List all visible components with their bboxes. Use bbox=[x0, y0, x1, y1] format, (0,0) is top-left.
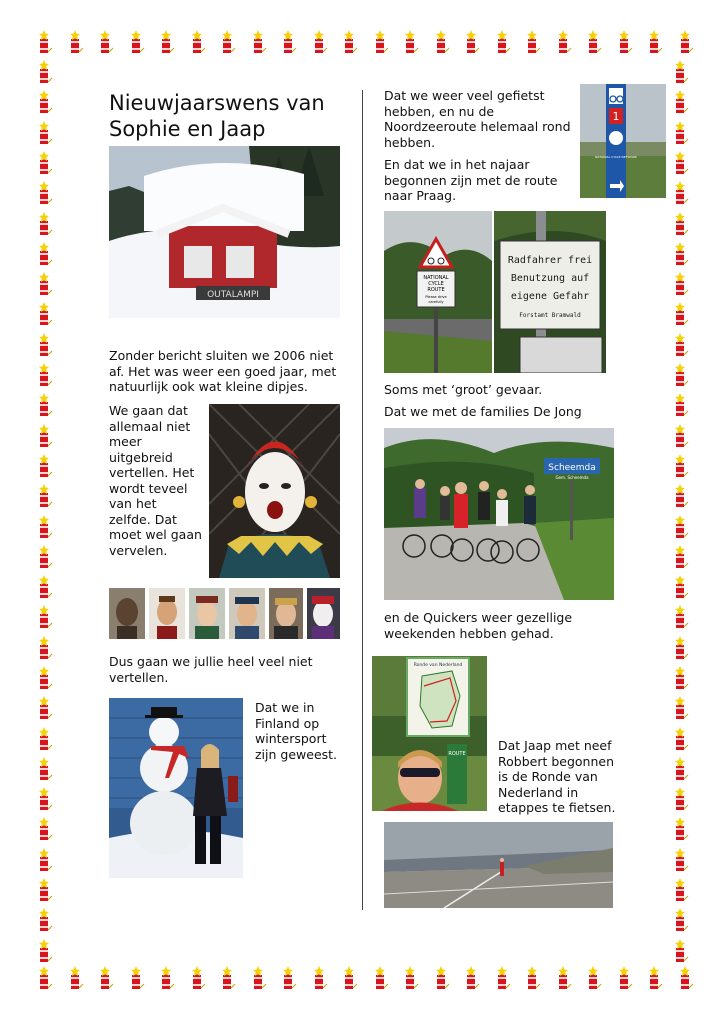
firework-icon bbox=[39, 181, 52, 204]
firework-icon bbox=[675, 908, 688, 931]
firework-icon bbox=[344, 966, 357, 989]
text-line: weekenden hebben gehad. bbox=[384, 625, 554, 641]
text-line: zelfde. Dat bbox=[109, 511, 177, 527]
firework-icon bbox=[70, 966, 83, 989]
firework-icon bbox=[675, 363, 688, 386]
firework-icon bbox=[675, 151, 688, 174]
firework-icon bbox=[314, 966, 327, 989]
firework-icon bbox=[436, 966, 449, 989]
photo-jaap-robbert-map bbox=[372, 656, 487, 811]
firework-icon bbox=[253, 30, 266, 53]
text-line: We gaan dat bbox=[109, 403, 188, 418]
firework-icon bbox=[39, 666, 52, 689]
sign-text: eigene Gefahr bbox=[510, 291, 590, 302]
firework-icon bbox=[375, 966, 388, 989]
text-line: moet wel gaan bbox=[109, 527, 202, 542]
firework-icon bbox=[39, 121, 52, 144]
firework-icon bbox=[39, 454, 52, 477]
firework-icon bbox=[39, 939, 52, 962]
sign-text: Please drive bbox=[425, 295, 447, 299]
firework-icon bbox=[100, 30, 113, 53]
firework-icon bbox=[39, 545, 52, 568]
firework-icon bbox=[39, 966, 52, 989]
firework-icon bbox=[466, 30, 479, 53]
firework-icon bbox=[39, 424, 52, 447]
text-line: Noordzeeroute helemaal rond bbox=[384, 119, 571, 134]
text-line: Robbert begonnen bbox=[498, 753, 615, 769]
text-line: is de Ronde van bbox=[498, 769, 598, 784]
firework-icon bbox=[192, 966, 205, 989]
firework-icon bbox=[375, 30, 388, 53]
firework-icon bbox=[405, 30, 418, 53]
firework-icon bbox=[39, 60, 52, 83]
map-sign-title: Ronde van Nederland bbox=[413, 663, 463, 668]
text-line: Dat we in bbox=[255, 700, 315, 715]
firework-icon bbox=[39, 757, 52, 780]
photo-german-sign bbox=[494, 211, 606, 373]
left-paragraph-4 bbox=[255, 700, 337, 762]
firework-icon bbox=[39, 272, 52, 295]
right-paragraph-5 bbox=[384, 610, 572, 641]
firework-icon bbox=[39, 515, 52, 538]
firework-icon bbox=[39, 151, 52, 174]
firework-icon bbox=[588, 30, 601, 53]
firework-icon bbox=[588, 966, 601, 989]
text-line: uitgebreid bbox=[109, 449, 173, 465]
left-paragraph-3 bbox=[109, 654, 313, 685]
text-line: natuurlijk ook wat kleine dipjes. bbox=[109, 379, 308, 394]
firework-icon bbox=[283, 30, 296, 53]
firework-icon bbox=[675, 212, 688, 235]
firework-icon bbox=[619, 30, 632, 53]
firework-icon bbox=[675, 302, 688, 325]
firework-icon bbox=[39, 787, 52, 810]
text-line: af. Het was weer een goed jaar, met bbox=[109, 363, 337, 379]
sign-text: ROUTE bbox=[427, 287, 445, 293]
firework-icon bbox=[39, 90, 52, 113]
photo-uk-cycle-sign bbox=[384, 211, 492, 373]
text-line: wintersport bbox=[255, 731, 327, 746]
firework-icon bbox=[283, 966, 296, 989]
route-network-text: NATIONAL CYCLE NETWORK bbox=[595, 155, 637, 159]
firework-icon bbox=[675, 333, 688, 356]
firework-icon bbox=[527, 30, 540, 53]
firework-icon bbox=[405, 966, 418, 989]
firework-icon bbox=[619, 966, 632, 989]
town-sign-text: Scheemda bbox=[548, 463, 596, 473]
firework-icon bbox=[253, 966, 266, 989]
firework-icon bbox=[39, 848, 52, 871]
page-title-line-2: Sophie en Jaap bbox=[109, 117, 266, 141]
text-line: zijn geweest. bbox=[255, 746, 338, 762]
text-line: naar Praag. bbox=[384, 188, 457, 203]
firework-icon bbox=[680, 966, 693, 989]
firework-icon bbox=[558, 966, 571, 989]
photo-strip-heads bbox=[109, 588, 340, 639]
firework-icon bbox=[39, 636, 52, 659]
text-line: hebben, en nu de bbox=[384, 103, 495, 119]
firework-icon bbox=[675, 939, 688, 962]
firework-icon bbox=[675, 454, 688, 477]
text-line: Nederland in bbox=[498, 784, 579, 800]
firework-icon bbox=[192, 30, 205, 53]
sign-text: Radfahrer frei bbox=[507, 255, 593, 266]
page-title-line-1: Nieuwjaarswens van bbox=[109, 91, 325, 115]
left-paragraph-1 bbox=[109, 348, 336, 395]
firework-icon bbox=[344, 30, 357, 53]
firework-icon bbox=[39, 242, 52, 265]
firework-icon bbox=[675, 181, 688, 204]
firework-icon bbox=[675, 393, 688, 416]
firework-icon bbox=[675, 515, 688, 538]
sign-text: Benutzung auf bbox=[510, 273, 590, 284]
firework-icon bbox=[222, 966, 235, 989]
firework-icon bbox=[558, 30, 571, 53]
photo-afsluitdijk-road bbox=[384, 822, 613, 908]
firework-icon bbox=[675, 817, 688, 840]
firework-icon bbox=[527, 966, 540, 989]
left-paragraph-2 bbox=[109, 403, 202, 558]
sign-text: CYCLE bbox=[428, 281, 444, 287]
firework-icon bbox=[675, 696, 688, 719]
right-paragraph-1 bbox=[384, 88, 571, 150]
photo-group-cyclists bbox=[384, 428, 614, 600]
text-line: allemaal niet bbox=[109, 418, 191, 434]
cabin-sign-text: OUTALAMPI bbox=[207, 290, 259, 300]
firework-icon bbox=[39, 212, 52, 235]
sign-text: Forstamt Bramwald bbox=[519, 312, 581, 319]
text-line: Dat we weer veel gefietst bbox=[384, 88, 545, 103]
firework-icon bbox=[675, 727, 688, 750]
text-line: van het bbox=[109, 496, 157, 511]
firework-icon bbox=[39, 363, 52, 386]
firework-icon bbox=[649, 966, 662, 989]
right-paragraph-3 bbox=[384, 382, 542, 398]
firework-icon bbox=[436, 30, 449, 53]
firework-icon bbox=[39, 727, 52, 750]
firework-icon bbox=[675, 575, 688, 598]
firework-icon bbox=[675, 605, 688, 628]
firework-icon bbox=[39, 908, 52, 931]
firework-icon bbox=[314, 30, 327, 53]
right-paragraph-2 bbox=[384, 157, 557, 204]
right-paragraph-4 bbox=[384, 404, 582, 420]
firework-icon bbox=[466, 966, 479, 989]
firework-icon bbox=[39, 575, 52, 598]
firework-icon bbox=[675, 757, 688, 780]
firework-icon bbox=[675, 272, 688, 295]
text-line: Dat we met de families De Jong bbox=[384, 404, 582, 419]
text-line: Dus gaan we jullie heel veel niet bbox=[109, 654, 313, 669]
text-line: En dat we in het najaar bbox=[384, 157, 530, 172]
text-line: Zonder bericht sluiten we 2006 niet bbox=[109, 348, 334, 363]
text-line: en de Quickers weer gezellige bbox=[384, 610, 573, 625]
text-line: Finland op bbox=[255, 715, 320, 731]
text-line: vertellen. bbox=[109, 669, 169, 685]
firework-icon bbox=[680, 30, 693, 53]
text-line: vervelen. bbox=[109, 542, 168, 558]
firework-icon bbox=[675, 636, 688, 659]
firework-icon bbox=[70, 30, 83, 53]
firework-icon bbox=[131, 30, 144, 53]
right-paragraph-6 bbox=[498, 738, 615, 816]
firework-icon bbox=[39, 605, 52, 628]
photo-snow-cabin bbox=[109, 146, 340, 318]
firework-icon bbox=[161, 966, 174, 989]
photo-snowman-finland bbox=[109, 698, 243, 878]
firework-icon bbox=[39, 30, 52, 53]
firework-icon bbox=[497, 30, 510, 53]
text-line: begonnen zijn met de route bbox=[384, 172, 558, 188]
text-line: etappes te fietsen. bbox=[498, 800, 616, 815]
firework-icon bbox=[675, 545, 688, 568]
photo-jester-figurehead bbox=[209, 404, 340, 578]
column-divider bbox=[362, 90, 363, 910]
firework-icon bbox=[39, 302, 52, 325]
text-line: Dat Jaap met neef bbox=[498, 738, 612, 753]
firework-icon bbox=[675, 666, 688, 689]
firework-icon bbox=[39, 878, 52, 901]
firework-icon bbox=[675, 484, 688, 507]
firework-icon bbox=[675, 242, 688, 265]
text-line: meer bbox=[109, 434, 142, 449]
firework-icon bbox=[161, 30, 174, 53]
text-line: vertellen. Het bbox=[109, 465, 195, 480]
firework-icon bbox=[39, 393, 52, 416]
firework-icon bbox=[649, 30, 662, 53]
firework-icon bbox=[222, 30, 235, 53]
firework-icon bbox=[675, 878, 688, 901]
town-sign-subtext: Gem. Scheemda bbox=[555, 475, 589, 480]
text-line: wordt teveel bbox=[109, 480, 188, 496]
firework-icon bbox=[39, 817, 52, 840]
firework-icon bbox=[100, 966, 113, 989]
text-line: hebben. bbox=[384, 134, 436, 150]
photo-cycle-route-sign bbox=[580, 84, 666, 198]
route-number-text: 1 bbox=[612, 110, 620, 123]
firework-icon bbox=[675, 60, 688, 83]
text-line: Soms met ‘groot’ gevaar. bbox=[384, 382, 543, 397]
firework-icon bbox=[39, 333, 52, 356]
firework-icon bbox=[497, 966, 510, 989]
firework-icon bbox=[675, 848, 688, 871]
firework-icon bbox=[675, 121, 688, 144]
firework-icon bbox=[131, 966, 144, 989]
firework-icon bbox=[675, 424, 688, 447]
firework-icon bbox=[39, 696, 52, 719]
firework-icon bbox=[675, 90, 688, 113]
firework-icon bbox=[675, 787, 688, 810]
firework-icon bbox=[39, 484, 52, 507]
sign-text: carefully bbox=[428, 300, 444, 304]
route-sign-text: ROUTE bbox=[448, 751, 466, 757]
sign-text: NATIONAL bbox=[423, 275, 449, 281]
